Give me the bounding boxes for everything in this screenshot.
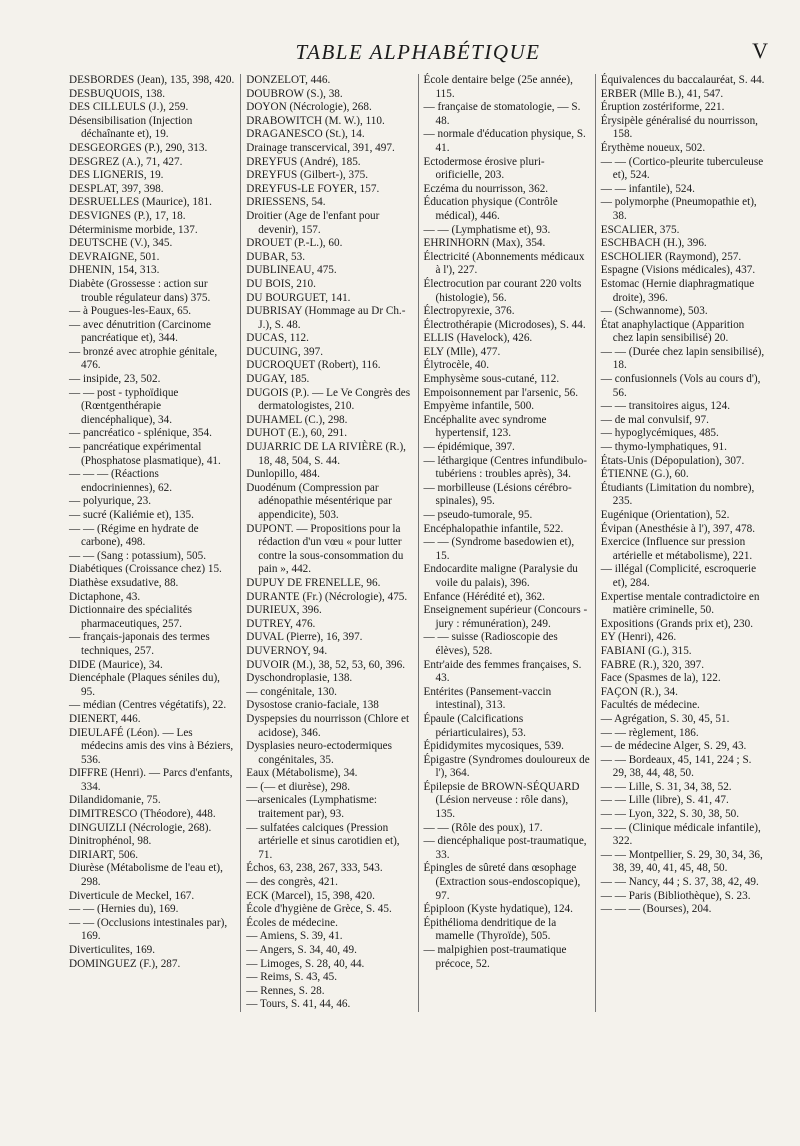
index-entry: DESRUELLES (Maurice), 181. [69, 196, 212, 209]
index-entry: DRAGANESCO (St.), 14. [246, 128, 365, 141]
index-entry: Élytrocèle, 40. [423, 359, 490, 372]
index-entry: DEUTSCHE (V.), 345. [69, 237, 173, 250]
index-entry: — épidémique, 397. [423, 441, 515, 454]
index-entry: DOUBROW (S.), 38. [246, 87, 343, 100]
index-entry: FAÇON (R.), 34. [600, 685, 678, 698]
index-entry: Expositions (Grands prix et), 230. [600, 617, 754, 630]
index-entry: ELY (Mlle), 477. [423, 345, 501, 358]
index-entry: — — — (Bourses), 204. [600, 903, 712, 916]
index-entry: DUCROQUET (Robert), 116. [246, 359, 381, 372]
index-entry: DUPONT. — Propositions pour la rédaction d'un vœu « pour lutter contre la sous-consommation du pain », 442. [246, 522, 404, 576]
index-entry: DRABOWITCH (M. W.), 110. [246, 114, 385, 127]
index-entry: Dysplasies neuro-ectodermiques congénitales, 35. [246, 740, 392, 766]
index-entry: — — (Clinique médicale infantile), 322. [600, 821, 761, 848]
index-entry: Épaule (Calcifications périarticulaires), 53. [423, 712, 526, 739]
index-entry: — — règlement, 186. [600, 726, 699, 739]
index-entry: Droitier (Age de l'enfant pour devenir), 157. [246, 209, 380, 236]
index-entry: — — (Occlusions intestinales par), 169. [69, 916, 228, 943]
index-entry: Érythème noueux, 502. [600, 141, 706, 154]
index-entry: DU BOIS, 210. [246, 277, 316, 290]
index-entry: Diabète (Grossesse : action sur trouble régulateur dans) 375. [69, 277, 211, 304]
index-entry: — Angers, S. 34, 40, 49. [246, 944, 357, 956]
index-entry: Écoles de médecine. [246, 916, 338, 929]
index-entry: — Amiens, S. 39, 41. [246, 930, 343, 943]
index-entry: Dictaphone, 43. [69, 590, 141, 603]
index-entry: Entr'aide des femmes françaises, S. 43. [423, 658, 582, 685]
index-entry: DUVERNOY, 94. [246, 644, 328, 657]
index-entry: FABIANI (G.), 315. [600, 644, 692, 657]
index-entry: DUBAR, 53. [246, 250, 305, 263]
index-entry: ELLIS (Havelock), 426. [423, 332, 533, 345]
index-entry: DHENIN, 154, 313. [69, 264, 160, 277]
index-entry: — — Nancy, 44 ; S. 37, 38, 42, 49. [600, 876, 759, 889]
index-entry: Facultés de médecine. [600, 699, 700, 712]
index-column-3 [418, 74, 595, 1012]
index-entry: — de médecine Alger, S. 29, 43. [600, 740, 747, 753]
index-entry: — confusionnels (Vols au cours d'), 56. [600, 373, 761, 399]
index-columns [64, 74, 772, 1012]
index-entry: Échos, 63, 238, 267, 333, 543. [246, 862, 383, 875]
index-entry: Duodénum (Compression par adénopathie mésentérique par appendicite), 503. [246, 481, 392, 521]
index-entry: États-Unis (Dépopulation), 307. [600, 454, 745, 467]
index-entry: Empyème infantile, 500. [423, 400, 535, 413]
index-entry: Diurèse (Métabolisme de l'eau et), 298. [69, 862, 223, 889]
index-entry: DUGOIS (P.). — Le Ve Congrès des dermatologistes, 210. [246, 386, 411, 413]
index-entry: Désensibilisation (Injection déchaînante et), 19. [69, 114, 193, 141]
index-entry: — Limoges, S. 28, 40, 44. [246, 957, 365, 970]
index-entry: DESGEORGES (P.), 290, 313. [69, 141, 208, 154]
index-entry: DIEULAFÉ (Léon). — Les médecins amis des vins à Béziers, 536. [69, 726, 234, 766]
index-entry: — (— et diurèse), 298. [246, 780, 351, 793]
index-entry: DINGUIZLI (Nécrologie, 268). [69, 821, 212, 834]
index-entry: — sulfatées calciques (Pression artérielle et sinus carotidien et), 71. [246, 821, 400, 861]
index-entry: Électrocution par courant 220 volts (histologie), 56. [423, 277, 582, 304]
index-entry: Dunlopillo, 484. [246, 468, 320, 481]
index-entry: — Agrégation, S. 30, 45, 51. [600, 712, 730, 725]
index-entry: Dinitrophénol, 98. [69, 835, 152, 848]
index-entry: DU BOURGUET, 141. [246, 291, 351, 304]
index-entry: — malpighien post-traumatique précoce, 52. [423, 944, 567, 970]
page-number: V [752, 38, 768, 63]
index-entry: Drainage transcervical, 391, 497. [246, 141, 395, 154]
index-entry: —arsenicales (Lymphatisme: traitement par), 93. [246, 794, 378, 821]
index-entry: — à Pougues-les-Eaux, 65. [69, 305, 192, 318]
index-entry: — — (Cortico-pleurite tuberculeuse et), 524. [600, 155, 764, 182]
index-column-1 [64, 74, 240, 1012]
index-entry: DUJARRIC DE LA RIVIÈRE (R.), 18, 48, 504, S. 44. [246, 441, 406, 467]
page-header [64, 0, 772, 62]
index-entry: Érysipèle généralisé du nourrisson, 158. [600, 114, 758, 141]
index-entry: EY (Henri), 426. [600, 631, 677, 644]
index-entry: Électropyrexie, 376. [423, 305, 515, 318]
index-entry: Emphysème sous-cutané, 112. [423, 373, 560, 386]
index-entry: DES CILLEULS (J.), 259. [69, 101, 189, 114]
index-entry: DIENERT, 446. [69, 712, 141, 725]
index-entry: État anaphylactique (Apparition chez lapin sensibilisé) 20. [600, 318, 745, 345]
index-entry: Eczéma du nourrisson, 362. [423, 182, 549, 195]
index-entry: DUPUY DE FRENELLE, 96. [246, 576, 381, 589]
index-entry: Diverticule de Meckel, 167. [69, 889, 195, 902]
index-entry: — normale d'éducation physique, S. 41. [423, 128, 586, 154]
index-entry: — français-japonais des termes techniques, 257. [69, 631, 210, 657]
index-entry: Encéphalopathie infantile, 522. [423, 522, 564, 535]
index-entry: — — Lyon, 322, S. 30, 38, 50. [600, 808, 740, 821]
index-entry: Empoisonnement par l'arsenic, 56. [423, 386, 579, 399]
index-entry: Expertise mentale contradictoire en matière criminelle, 50. [600, 590, 760, 617]
index-entry: — thymo-lymphatiques, 91. [600, 441, 727, 454]
index-entry: DESGREZ (A.), 71, 427. [69, 155, 183, 168]
index-entry: Équivalences du baccalauréat, S. 44. [600, 74, 765, 86]
index-entry: — insipide, 23, 502. [69, 373, 161, 386]
index-entry: Estomac (Hernie diaphragmatique droite), 396. [600, 277, 755, 304]
index-entry: ESCHBACH (H.), 396. [600, 237, 707, 250]
index-entry: Épiploon (Kyste hydatique), 124. [423, 903, 573, 916]
index-entry: DIFFRE (Henri). — Parcs d'enfants, 334. [69, 767, 233, 793]
index-entry: — — infantile), 524. [600, 182, 695, 195]
index-entry: DESBUQUOIS, 138. [69, 87, 166, 100]
index-entry: Diabétiques (Croissance chez) 15. [69, 563, 222, 576]
index-entry: — polyurique, 23. [69, 495, 152, 508]
index-entry: Épingles de sûreté dans œsophage (Extraction sous-endoscopique), 97. [423, 862, 581, 902]
index-entry: Dyspepsies du nourrisson (Chlore et acidose), 346. [246, 712, 410, 739]
index-entry: — — Paris (Bibliothèque), S. 23. [600, 889, 751, 902]
index-entry: — Rennes, S. 28. [246, 984, 325, 997]
index-entry: Dysostose cranio-faciale, 138 [246, 699, 379, 712]
index-entry: Épididymites mycosiques, 539. [423, 740, 564, 753]
index-entry: DOYON (Nécrologie), 268. [246, 101, 372, 114]
index-entry: DOMINGUEZ (F.), 287. [69, 957, 181, 970]
index-entry: — française de stomatologie, — S. 48. [423, 101, 581, 127]
index-entry: — Tours, S. 41, 44, 46. [246, 998, 351, 1011]
index-entry: — avec dénutrition (Carcinome pancréatique et), 344. [69, 318, 211, 345]
index-entry: ÉTIENNE (G.), 60. [600, 468, 689, 481]
index-entry: Électricité (Abonnements médicaux à l'), 227. [423, 250, 585, 277]
index-entry: DESVIGNES (P.), 17, 18. [69, 209, 186, 222]
index-column-2 [240, 74, 417, 1012]
index-entry: ESCALIER, 375. [600, 223, 680, 236]
index-entry: — — transitoires aigus, 124. [600, 400, 731, 413]
index-entry: DUCAS, 112. [246, 332, 309, 345]
index-entry: — diencéphalique post-traumatique, 33. [423, 835, 587, 861]
page-title: TABLE ALPHABÉTIQUE [295, 40, 541, 64]
index-entry: — sucré (Kaliémie et), 135. [69, 509, 194, 521]
index-entry: Évipan (Anesthésie à l'), 397, 478. [600, 522, 756, 535]
index-entry: DRIESSENS, 54. [246, 196, 326, 209]
index-entry: — — (Syndrome basedowien et), 15. [423, 536, 575, 562]
index-entry: — pancréatico - splénique, 354. [69, 427, 212, 440]
index-entry: École dentaire belge (25e année), 115. [423, 74, 573, 100]
index-entry: EHRINHORN (Max), 354. [423, 237, 546, 250]
index-entry: — pancréatique expérimental (Phosphatose plasmatique), 41. [69, 441, 221, 467]
index-entry: Enfance (Hérédité et), 362. [423, 590, 545, 603]
index-entry: DUHOT (E.), 60, 291. [246, 427, 348, 440]
index-entry: — léthargique (Centres infundibulo-tubériens : troubles après), 34. [423, 454, 588, 481]
index-entry: DUVAL (Pierre), 16, 397. [246, 631, 363, 644]
index-entry: Éducation physique (Contrôle médical), 446. [423, 196, 558, 222]
index-entry: DREYFUS (André), 185. [246, 155, 361, 168]
index-entry: — bronzé avec atrophie génitale, 476. [69, 345, 218, 372]
index-entry: — congénitale, 130. [246, 685, 337, 698]
index-entry: DUVOIR (M.), 38, 52, 53, 60, 396. [246, 658, 406, 671]
index-entry: DES LIGNERIS, 19. [69, 169, 164, 182]
index-column-4 [595, 74, 772, 1012]
index-entry: Entérites (Pansement-vaccin intestinal), 313. [423, 685, 552, 712]
index-entry: — — Montpellier, S. 29, 30, 34, 36, 38, 39, 40, 41, 45, 48, 50. [600, 848, 763, 875]
index-entry: Espagne (Visions médicales), 437. [600, 264, 756, 277]
index-entry: — — (Régime en hydrate de carbone), 498. [69, 522, 199, 549]
index-entry: DESBORDES (Jean), 135, 398, 420. [69, 74, 235, 86]
index-entry: — — post - typhoïdique (Rœntgenthérapie diencéphalique), 34. [69, 386, 179, 426]
index-entry: — — Lille, S. 31, 34, 38, 52. [600, 780, 732, 793]
index-entry: DUTREY, 476. [246, 617, 316, 630]
index-entry: DEVRAIGNE, 501. [69, 250, 160, 263]
index-entry: FABRE (R.), 320, 397. [600, 658, 705, 671]
index-entry: — — (Sang : potassium), 505. [69, 549, 207, 562]
index-entry: DUBRISAY (Hommage au Dr Ch.-J.), S. 48. [246, 305, 406, 331]
index-entry: Exercice (Influence sur pression artérielle et métabolisme), 221. [600, 536, 753, 562]
index-entry: ERBER (Mlle B.), 41, 547. [600, 87, 724, 100]
index-entry: Dictionnaire des spécialités pharmaceutiques, 257. [69, 604, 193, 630]
index-entry: DURANTE (Fr.) (Nécrologie), 475. [246, 590, 408, 603]
index-entry: Épilepsie de BROWN-SÉQUARD (Lésion nerveuse : rôle dans), 135. [423, 780, 580, 821]
index-entry: DURIEUX, 396. [246, 604, 322, 617]
index-entry: Enseignement supérieur (Concours - jury : rémunération), 249. [423, 604, 588, 630]
index-entry: — — — (Réactions endocriniennes), 62. [69, 468, 173, 494]
index-entry: DIRIART, 506. [69, 848, 139, 861]
index-entry: DONZELOT, 446. [246, 74, 331, 86]
index-entry: — illégal (Complicité, escroquerie et), 284. [600, 563, 757, 589]
index-entry: — — (Durée chez lapin sensibilisé), 18. [600, 345, 765, 372]
index-entry: Eaux (Métabolisme), 34. [246, 767, 358, 780]
index-entry: Endocardite maligne (Paralysie du voile du palais), 396. [423, 563, 578, 589]
index-entry: Diencéphale (Plaques séniles du), 95. [69, 672, 220, 698]
index-entry: — de mal convulsif, 97. [600, 413, 709, 426]
index-entry: — — Lille (libre), S. 41, 47. [600, 794, 729, 807]
index-entry: Ectodermose érosive pluri-orificielle, 203. [423, 155, 545, 182]
index-entry: — Reims, S. 43, 45. [246, 971, 338, 984]
index-entry: — — (Rôle des poux), 17. [423, 821, 543, 834]
index-entry: Dilandidomanie, 75. [69, 794, 161, 807]
index-entry: — (Schwannome), 503. [600, 305, 708, 318]
index-entry: École d'hygiène de Grèce, S. 45. [246, 903, 392, 916]
index-entry: Face (Spasmes de la), 122. [600, 672, 721, 685]
index-entry: DIMITRESCO (Théodore), 448. [69, 808, 216, 821]
index-entry: DIDE (Maurice), 34. [69, 658, 163, 671]
index-entry: — morbilleuse (Lésions cérébro-spinales), 95. [423, 481, 572, 508]
index-entry: DUBLINEAU, 475. [246, 264, 337, 277]
index-entry: DROUET (P.-L.), 60. [246, 237, 343, 250]
index-entry: — — Bordeaux, 45, 141, 224 ; S. 29, 38, 44, 48, 50. [600, 753, 752, 780]
index-entry: Électrothérapie (Microdoses), S. 44. [423, 318, 586, 331]
index-entry: Étudiants (Limitation du nombre), 235. [600, 481, 755, 508]
index-entry: DREYFUS (Gilbert-), 375. [246, 169, 369, 182]
index-entry: Dyschondroplasie, 138. [246, 672, 353, 685]
index-entry: Diverticulites, 169. [69, 944, 156, 956]
index-entry: — — suisse (Radioscopie des élèves), 528. [423, 631, 558, 657]
index-entry: — — (Lymphatisme et), 93. [423, 223, 551, 236]
index-entry: DREYFUS-LE FOYER, 157. [246, 182, 380, 195]
index-entry: — polymorphe (Pneumopathie et), 38. [600, 196, 757, 222]
index-entry: — médian (Centres végétatifs), 22. [69, 699, 227, 712]
index-entry: ECK (Marcel), 15, 398, 420. [246, 889, 375, 902]
index-entry: Épigastre (Syndromes douloureux de l'), 364. [423, 753, 590, 780]
index-entry: DESPLAT, 397, 398. [69, 182, 164, 195]
index-entry: Éruption zostériforme, 221. [600, 101, 725, 114]
index-entry: — des congrès, 421. [246, 876, 338, 889]
index-entry: — hypoglycémiques, 485. [600, 427, 719, 440]
index-entry: Diathèse exsudative, 88. [69, 576, 179, 589]
index-entry: ESCHOLIER (Raymond), 257. [600, 250, 742, 263]
index-entry: DUGAY, 185. [246, 373, 310, 386]
index-entry: DUCUING, 397. [246, 345, 324, 358]
index-entry: Déterminisme morbide, 137. [69, 223, 198, 236]
index-entry: Épithélioma dendritique de la mamelle (Thyroïde), 505. [423, 916, 557, 943]
index-entry: DUHAMEL (C.), 298. [246, 413, 348, 426]
index-entry: Eugénique (Orientation), 52. [600, 509, 730, 521]
index-entry: Encéphalite avec syndrome hypertensif, 123. [423, 413, 547, 440]
index-entry: — — (Hernies du), 169. [69, 903, 179, 916]
index-entry: — pseudo-tumorale, 95. [423, 509, 533, 521]
